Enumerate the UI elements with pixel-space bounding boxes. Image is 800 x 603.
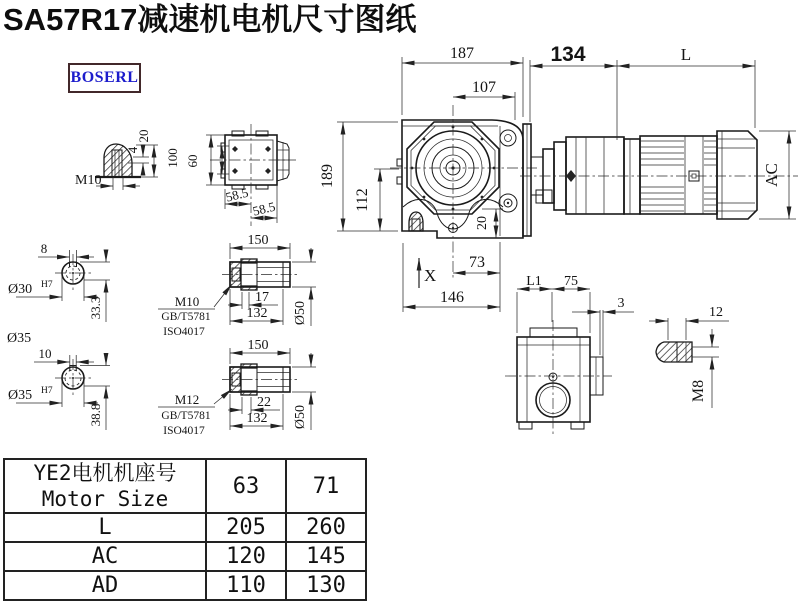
- row-L-63: 205: [206, 513, 286, 542]
- row-L-71: 260: [286, 513, 366, 542]
- dim-150-1: 150: [247, 233, 269, 248]
- dim-L1: L1: [526, 274, 542, 289]
- hollow-shaft-view-1: [158, 233, 316, 338]
- gearbox-side-view: [390, 105, 537, 278]
- dim-22: 22: [257, 395, 271, 410]
- row-AC-71: 145: [286, 542, 366, 571]
- dim-189: 189: [319, 164, 336, 188]
- dim-73: 73: [469, 254, 485, 271]
- table-col-71: 71: [286, 459, 366, 513]
- dim-key-10: 10: [38, 346, 52, 361]
- row-label-AC: AC: [4, 542, 206, 571]
- mounting-face-view: [165, 124, 296, 226]
- dim-bore-35: Ø35: [8, 388, 33, 403]
- dim-107: 107: [472, 79, 496, 96]
- plug-dim-4: 4: [125, 146, 140, 154]
- dim-132-2: 132: [246, 411, 268, 426]
- table-row-L: [4, 513, 366, 542]
- plug-detail-view: [75, 130, 158, 191]
- dim-20: 20: [475, 216, 490, 230]
- bolt-spec-2-thread: M12: [174, 392, 200, 407]
- bolt-spec-1-iso: ISO4017: [163, 326, 205, 338]
- mount-dim-585-right: 58.5: [251, 198, 277, 219]
- dim-bore-30: Ø30: [8, 282, 33, 297]
- bolt-spec-1-gb: GB/T5781: [161, 311, 211, 323]
- row-AD-63: 110: [206, 571, 286, 600]
- row-AD-71: 130: [286, 571, 366, 600]
- dim-bore-30-tol: H7: [41, 280, 53, 290]
- dim-17: 17: [255, 290, 269, 305]
- dim-L: L: [680, 45, 692, 64]
- row-AC-63: 120: [206, 542, 286, 571]
- table-header-cell: [4, 459, 206, 513]
- plug-dim-20: 20: [136, 129, 151, 143]
- bolt-spec-1-thread: M10: [174, 294, 200, 309]
- dim-75: 75: [564, 274, 578, 289]
- table-header-en: Motor Size: [41, 487, 169, 511]
- dim-187: 187: [450, 45, 474, 62]
- bolt-spec-2-gb: GB/T5781: [161, 410, 211, 422]
- mount-dim-585-left: 58.5: [224, 184, 250, 205]
- table-row-AD: [4, 571, 366, 600]
- dim-12: 12: [709, 305, 723, 320]
- bolt-spec-2-iso: ISO4017: [163, 425, 205, 437]
- coupling-section: [523, 124, 624, 236]
- dim-X: X: [424, 266, 437, 285]
- shaft-section-35: [8, 346, 110, 430]
- motor-side-view: [520, 131, 798, 219]
- table-row-AC: [4, 542, 366, 571]
- brand-logo-text: BOSERL: [70, 69, 139, 86]
- dim-134: 134: [550, 43, 586, 66]
- label-d35: Ø35: [7, 331, 32, 346]
- dim-150-2: 150: [247, 338, 269, 353]
- hollow-shaft-view-2: [158, 338, 316, 437]
- shaft-section-30: [7, 241, 110, 346]
- main-view-dimensions: [319, 43, 796, 312]
- m8-bolt-view: [649, 305, 729, 408]
- dim-d50-1: Ø50: [293, 300, 308, 326]
- dim-132-1: 132: [246, 306, 268, 321]
- dim-key-8: 8: [40, 241, 48, 256]
- dim-388: 38.8: [88, 403, 103, 427]
- rear-view: [505, 274, 634, 437]
- plug-thread-label: M10: [75, 173, 102, 188]
- dim-M8: M8: [690, 379, 707, 403]
- mount-dim-60: 60: [185, 154, 200, 168]
- dim-AC: AC: [762, 163, 781, 187]
- mount-dim-100: 100: [165, 148, 180, 168]
- motor-size-table: [3, 458, 367, 601]
- dim-d50-2: Ø50: [293, 404, 308, 430]
- dim-112: 112: [354, 188, 371, 212]
- page-title: SA57R17减速机电机尺寸图纸: [3, 2, 417, 37]
- row-label-AD: AD: [4, 571, 206, 600]
- row-label-L: L: [4, 513, 206, 542]
- dim-bore-35-tol: H7: [41, 386, 53, 396]
- dim-146: 146: [440, 289, 464, 306]
- table-header-cn: YE2电机机座号: [33, 461, 177, 485]
- dim-3: 3: [617, 296, 625, 311]
- table-col-63: 63: [206, 459, 286, 513]
- dim-333: 33.3: [88, 296, 103, 320]
